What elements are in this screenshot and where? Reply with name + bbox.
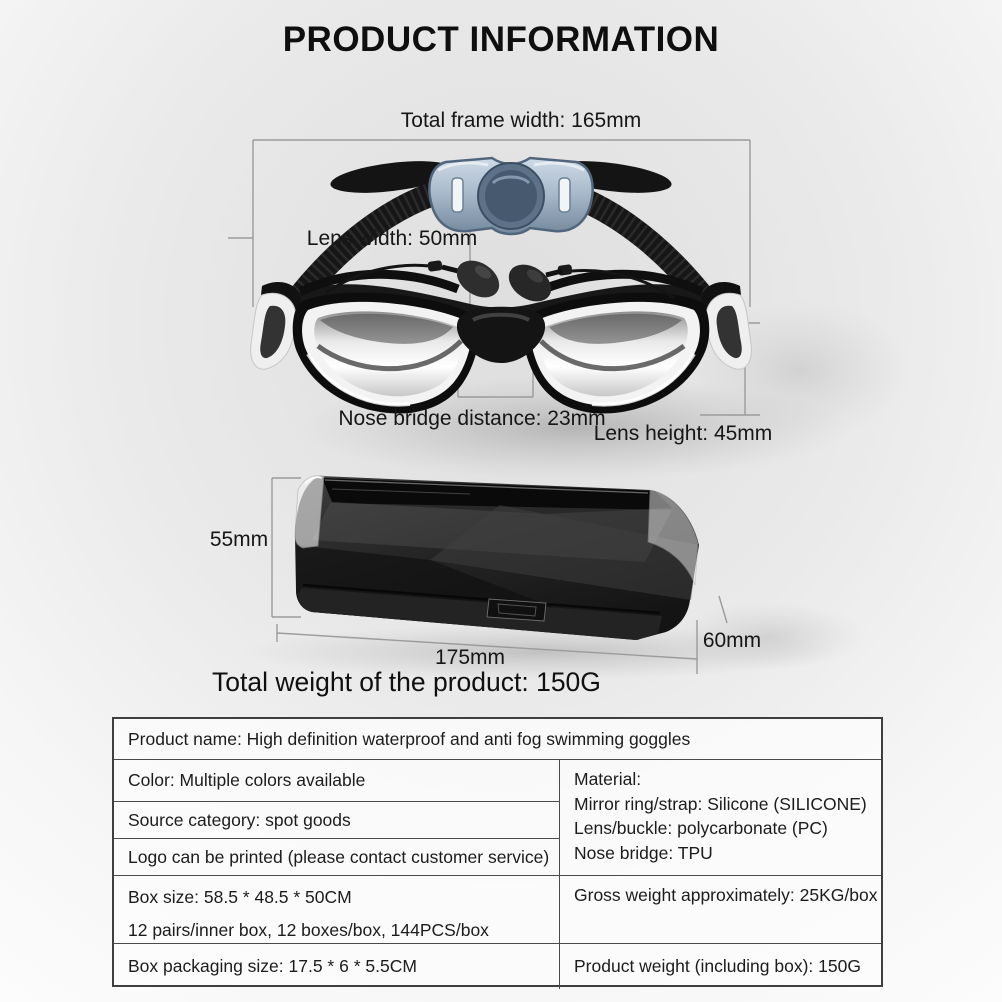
packing-line: 12 pairs/inner box, 12 boxes/box, 144PCS/box xyxy=(128,920,489,940)
spec-product-weight: Product weight (including box): 150G xyxy=(574,956,861,976)
material-line: Mirror ring/strap: Silicone (SILICONE) xyxy=(574,793,867,814)
case-length-label: 175mm xyxy=(434,646,506,669)
box-size-line: Box size: 58.5 * 48.5 * 50CM xyxy=(128,887,352,907)
page-title: PRODUCT INFORMATION xyxy=(282,20,720,59)
material-line: Lens/buckle: polycarbonate (PC) xyxy=(574,818,828,838)
material-line: Material: xyxy=(574,769,642,789)
nose-bridge-label: Nose bridge distance: 23mm xyxy=(338,407,606,430)
goggle-case xyxy=(295,476,699,640)
total-weight-label: Total weight of the product: 150G xyxy=(212,667,601,697)
strap-buckle xyxy=(429,158,592,234)
case-latch xyxy=(487,599,546,621)
spec-box-size xyxy=(114,876,560,944)
case-height-label: 55mm xyxy=(209,528,269,551)
spec-table xyxy=(112,717,883,987)
spec-material xyxy=(560,760,881,876)
spec-source-category: Source category: spot goods xyxy=(114,802,560,839)
case-depth-label: 60mm xyxy=(702,629,762,652)
spec-box-packaging-size: Box packaging size: 17.5 * 6 * 5.5CM xyxy=(114,944,560,989)
lens-height-label: Lens height: 45mm xyxy=(593,422,773,445)
lens-width-label: Lens width: 50mm xyxy=(306,227,478,250)
spec-product-name: Product name: High definition waterproof and anti fog swimming goggles xyxy=(114,719,881,760)
material-line: Nose bridge: TPU xyxy=(574,842,713,863)
spec-gross-weight: Gross weight approximately: 25KG/box xyxy=(560,876,881,944)
frame-width-label: Total frame width: 165mm xyxy=(400,109,642,132)
spec-color: Color: Multiple colors available xyxy=(114,760,560,802)
spec-logo: Logo can be printed (please contact customer service) xyxy=(114,839,560,876)
